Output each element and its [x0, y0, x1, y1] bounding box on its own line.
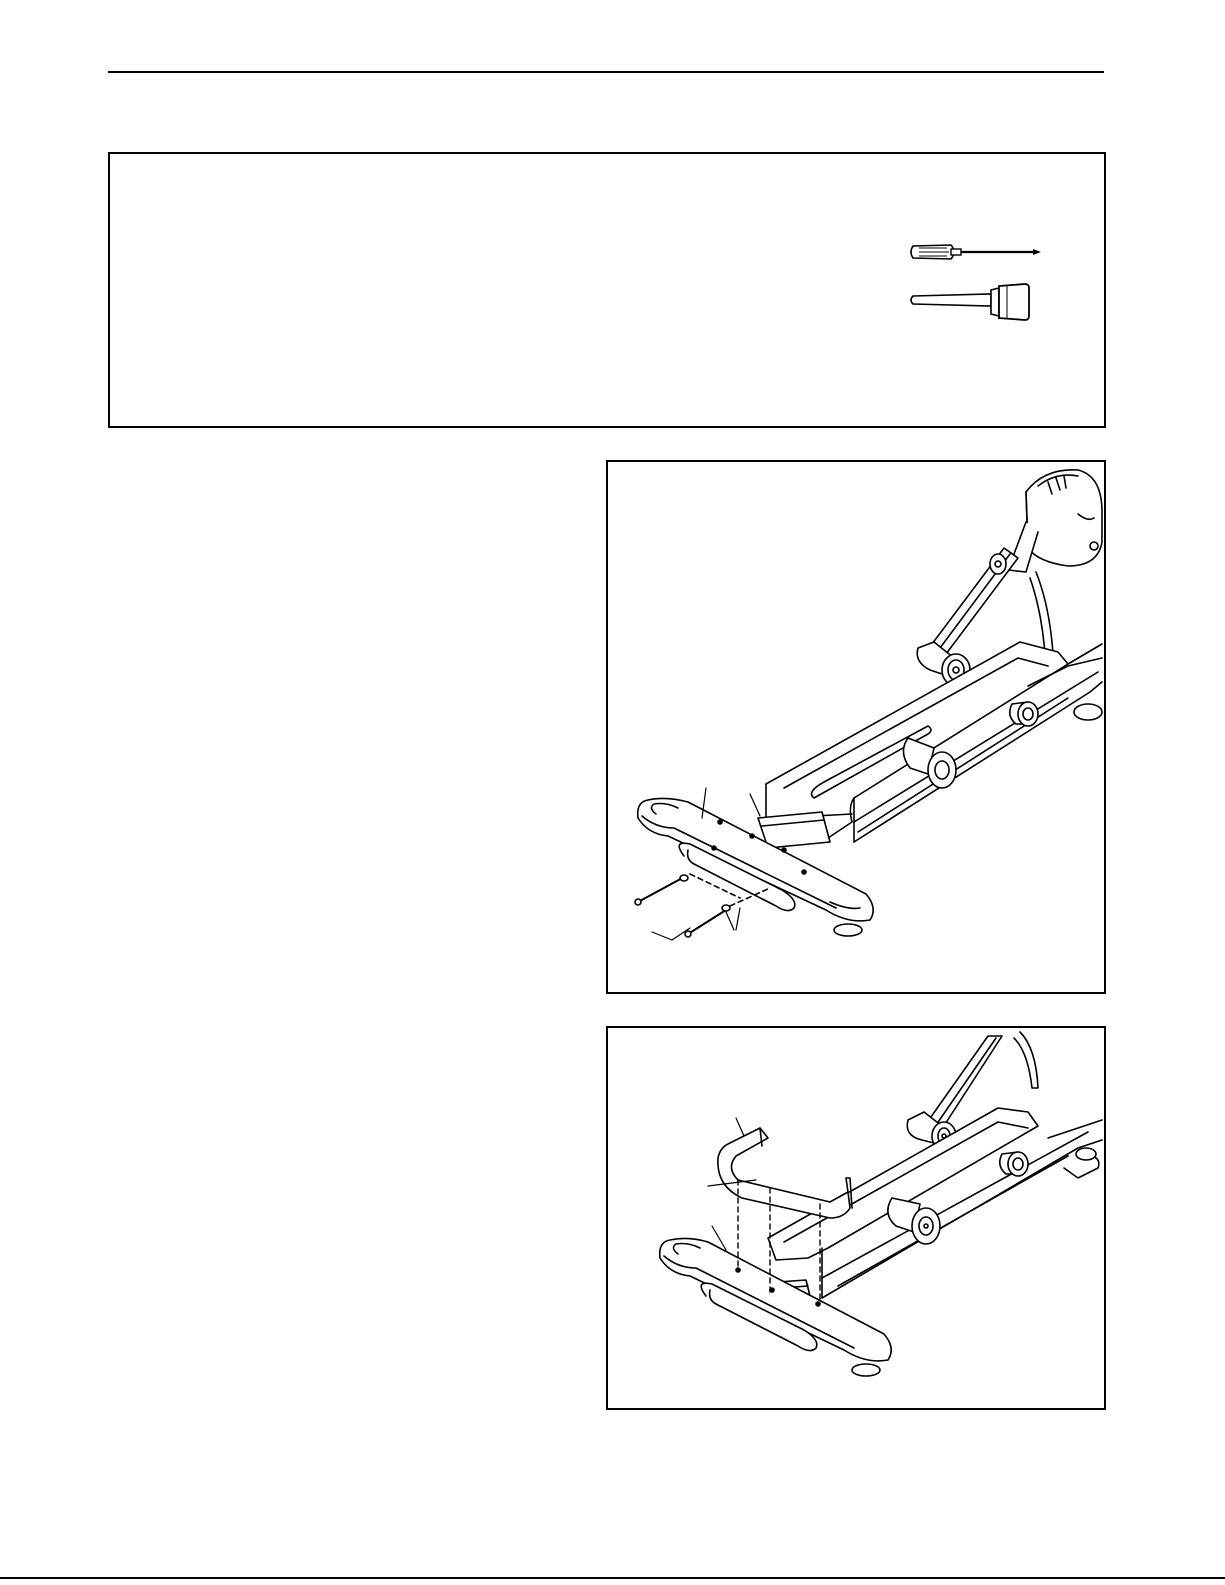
figure-2-drawing — [608, 1028, 1104, 1408]
header-rule — [108, 71, 1104, 73]
rubber-mallet-icon — [907, 282, 1037, 322]
phillips-screwdriver-icon — [907, 238, 1047, 266]
stabilizer-bracket — [758, 812, 830, 848]
figure-2 — [606, 1026, 1106, 1410]
figure-1-drawing — [608, 462, 1104, 992]
handle-cover — [718, 1128, 852, 1218]
figure-1 — [606, 460, 1106, 994]
upper-arm-link — [932, 548, 1018, 654]
tools-box — [108, 152, 1106, 428]
footer-rule — [0, 1577, 1225, 1579]
console-housing — [1026, 470, 1102, 566]
